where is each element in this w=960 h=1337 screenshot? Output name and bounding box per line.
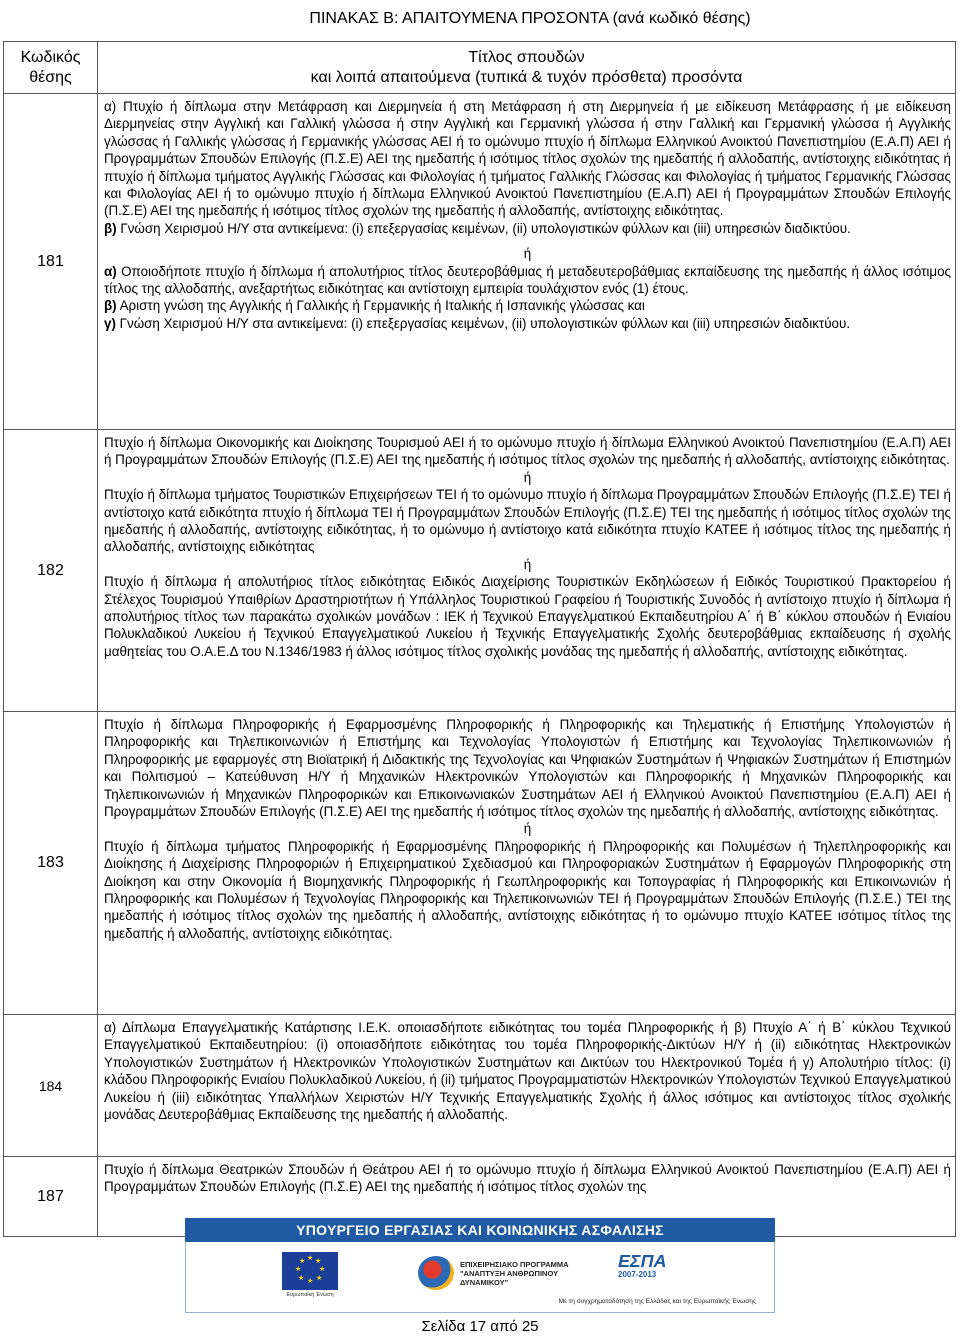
qualifications-cell bbox=[98, 430, 956, 712]
item-text: Γνώση Χειρισμού Η/Υ στα αντικείμενα: (i) επεξεργασίας κειμένων, (ii) υπολογιστικών φύλλων και (iii) υπηρεσιών διαδικτύου. bbox=[115, 315, 851, 331]
eu-flag-icon: ★ ★ ★ ★ ★ ★ ★ ★ bbox=[282, 1252, 338, 1290]
position-code: 181 bbox=[4, 94, 98, 430]
position-code: 182 bbox=[4, 430, 98, 712]
table-row bbox=[4, 1015, 956, 1157]
table-header-row bbox=[4, 42, 956, 94]
position-code: 183 bbox=[4, 712, 98, 1015]
qualifications-cell bbox=[98, 712, 956, 1015]
table-row bbox=[4, 712, 956, 1015]
qualification-item bbox=[104, 220, 951, 237]
qualification-paragraph: Πτυχίο ή δίπλωμα ή απολυτήριος τίτλος ειδικότητας Ειδικός Διαχείρισης Τουριστικών Εκδηλώσεων ή Ειδικός Τουριστικού Πρακτορείου ή Στέλεχος Τουρισμού Υπαιθρίων Δραστηριοτήτων ή Υπάλληλος Τουριστικού Γραφείου ή Τουριστικής Συνοδός ή αντίστοιχο πτυχίο ή δίπλωμα ή απολυτήριος τίτλος των παρακάτω σχολικών μονάδων : ΙΕΚ ή Τεχνικού Επαγγελματικού Εκπαιδευτηρίου Α΄ ή Β΄ κύκλου σπουδών ή Ενιαίου Πολυκλαδικού Λυκείου ή Τεχνικού Επαγγελματικού Λυκείου ή Τεχνικής Επαγγελματικής Σχολής δευτεροβάθμιας εκπαίδευσης ή σχολής μαθητείας του Ο.Α.Ε.Δ του Ν.1346/1983 ή άλλος ισότιμος τίτλος σχολικής μονάδας της ημεδαπής ή αλλοδαπής, αντίστοιχης ειδικότητας. bbox=[104, 574, 951, 659]
page-number: Σελίδα 17 από 25 bbox=[421, 1318, 539, 1335]
qualification-paragraph: α) Δίπλωμα Επαγγελματικής Κατάρτισης Ι.Ε.Κ. οποιασδήποτε ειδικότητας του τομέα Πληροφορικής ή β) Πτυχίο Α΄ ή Β΄ κύκλου Τεχνικού Επαγγελματικού Εκπαιδευτηρίου: (i) οποιασδήποτε ειδικότητας του τομέα Πληροφορικής-Δικτύων Η/Υ ή (ii) ειδικότητας Ηλεκτρονικών Υπολογιστικών Συστημάτων ή Ηλεκτρονικών Υπολογιστικών Συστημάτων και Δικτύων του Ηλεκτρονικού Τομέα ή γ) Απολυτήριο τίτλος: (i) κλάδου Πληροφορικής Ενιαίου Πολυκλαδικού Λυκείου, ή (ii) τμήματος Προγραμματιστών Ηλεκτρονικών Υπολογιστών Τεχνικού Επαγγελματικού Λυκείου ή (iii) ειδικότητας Υπαλλήλων Χειριστών Η/Υ Τεχνικής Επαγγελματικής Σχολής ή άλλος ισότιμος και αντίστοιχος τίτλος σχολικής μονάδας Δευτεροβάθμιας Εκπαίδευσης της ημεδαπής ή αλλοδαπής. bbox=[104, 1020, 951, 1123]
espa-logo bbox=[618, 1250, 682, 1300]
header-title-line2: και λοιπά απαιτούμενα (τυπικά & τυχόν πρόσθετα) προσόντα bbox=[310, 68, 743, 86]
footer-banner bbox=[185, 1218, 775, 1314]
header-title bbox=[98, 42, 956, 94]
item-marker: β) bbox=[104, 298, 117, 314]
qualification-item bbox=[104, 315, 951, 332]
header-code bbox=[4, 42, 98, 94]
item-text: Αριστη γνώση της Αγγλικής ή Γαλλικής ή Γερμανικής ή Ιταλικής ή Ισπανικής γλώσσας και bbox=[116, 298, 645, 314]
header-title-line1: Τίτλος σπουδών bbox=[468, 48, 585, 66]
item-text: Οποιοδήποτε πτυχίο ή δίπλωμα ή απολυτήριος τίτλος δευτεροβάθμιας ή μεταδευτεροβάθμιας εκπαίδευσης της ημεδαπής ή άλλος ισότιμος τίτλος της αλλοδαπής, ανεξαρτήτως ειδικότητας και αντίστοιχη εμπειρία τουλάχιστον ενός (1) έτους. bbox=[104, 263, 951, 297]
programme-logo-icon bbox=[418, 1256, 454, 1290]
position-code: 187 bbox=[4, 1157, 98, 1237]
requirements-table bbox=[3, 41, 956, 1237]
position-code: 184 bbox=[4, 1015, 98, 1157]
qualification-paragraph: Πτυχίο ή δίπλωμα τμήματος Πληροφορικής ή Εφαρμοσμένης Πληροφορικής ή Πληροφορικής και Πολυμέσων ή Τηλεπληροφορικής και Διοίκησης ή Διαχείρισης Πληροφοριών ή Επιχειρηματικού Σχεδιασμού και Πληροφοριακών Συστημάτων ή Εφαρμογών Πληροφορικής στη Διοίκηση και στην Οικονομία ή Βιομηχανικής Πληροφορικής ή Γεωπληροφορικής και Τοπογραφίας ή Πληροφορικής και Επικοινωνιών ή Πληροφορικής και Πολυμέσων ή Τεχνολογίας Πληροφορικής και Τηλεπικοινωνιών ΤΕΙ ή Προγραμμάτων Σπουδών Επιλογής (Π.Σ.Ε.) ΤΕΙ της ημεδαπής ή ισότιμος τίτλος σχολών της ημεδαπής ή αλλοδαπής, αντίστοιχης ειδικότητας ή το ομώνυμο πτυχίο ΚΑΤΕΕ ισότιμος τίτλος της ημεδαπής ή αλλοδαπής, αντίστοιχης ειδικότητας. bbox=[104, 838, 951, 941]
programme-line1: ΕΠΙΧΕΙΡΗΣΙΑΚΟ ΠΡΟΓΡΑΜΜΑ bbox=[460, 1260, 569, 1269]
alternative-separator: ή bbox=[523, 246, 532, 262]
alternative-separator: ή bbox=[523, 469, 532, 485]
item-marker: β) bbox=[104, 220, 117, 236]
item-marker: γ) bbox=[104, 315, 116, 331]
qualifications-cell bbox=[98, 94, 956, 430]
qualification-paragraph: Πτυχίο ή δίπλωμα Πληροφορικής ή Εφαρμοσμένης Πληροφορικής ή Πληροφορικής και Τηλεματικής ή Επιστήμης Υπολογιστών ή Πληροφορικής και Τηλεπικοινωνιών ή Επιστήμης και Τεχνολογίας Υπολογιστών ή Επιστήμης και Τεχνολογίας Τηλεπικοινωνιών ή Πληροφορικής με εφαρμογές στη Βιοϊατρική ή Διδακτικής της Τεχνολογίας και Ψηφιακών Συστημάτων ή Ψηφιακών Συστημάτων ή Επιστημών και Πολιτισμού – Κατεύθυνση Η/Υ ή Μηχανικών Ηλεκτρονικών Υπολογιστών και Πληροφορικής ή Μηχανικών Πληροφορικής και Τηλεπικοινωνιών ή Μηχανικών Πληροφορικών και Επικοινωνιακών Συστημάτων ΑΕΙ ή Ελληνικού Ανοικτού Πανεπιστημίου (Ε.Α.Π) ΑΕΙ ή Προγραμμάτων Σπουδών Επιλογής (Π.Σ.Ε) ΑΕΙ της ημεδαπής ή ισότιμος τίτλος σχολών της ημεδαπής ή αλλοδαπής, αντίστοιχης ειδικότητας. bbox=[104, 717, 951, 820]
espa-logo-text: ΕΣΠΑ bbox=[618, 1251, 667, 1271]
programme-line2: "ΑΝΑΠΤΥΞΗ ΑΝΘΡΩΠΙΝΟΥ ΔΥΝΑΜΙΚΟΥ" bbox=[460, 1269, 559, 1287]
header-code-line2: θέσης bbox=[29, 68, 72, 86]
document-title: ΠΙΝΑΚΑΣ Β: ΑΠΑΙΤΟΥΜΕΝΑ ΠΡΟΣΟΝΤΑ (ανά κωδικό θέσης) bbox=[309, 10, 751, 27]
table-row bbox=[4, 94, 956, 430]
qualification-paragraph: Πτυχίο ή δίπλωμα Οικονομικής και Διοίκησης Τουρισμού ΑΕΙ ή το ομώνυμο πτυχίο ή δίπλωμα Ελληνικού Ανοικτού Πανεπιστημίου (Ε.Α.Π) ΑΕΙ ή Προγραμμάτων Σπουδών Επιλογής (Π.Σ.Ε) ΑΕΙ της ημεδαπής ή ισότιμος τίτλος σχολών της ημεδαπής ή αλλοδαπής, αντίστοιχης ειδικότητας. bbox=[104, 435, 951, 468]
table-row bbox=[4, 430, 956, 712]
eu-caption: Ευρωπαϊκή Ένωση bbox=[286, 1292, 334, 1298]
header-code-line1: Κωδικός bbox=[20, 48, 81, 66]
item-marker: α) bbox=[104, 263, 117, 279]
item-text: Γνώση Χειρισμού Η/Υ στα αντικείμενα: (i) επεξεργασίας κειμένων, (ii) υπολογιστικών φύλλων και (iii) υπηρεσιών διαδικτύου. bbox=[116, 220, 851, 236]
programme-name bbox=[460, 1260, 590, 1287]
qualification-paragraph: Πτυχίο ή δίπλωμα τμήματος Τουριστικών Επιχειρήσεων ΤΕΙ ή το ομώνυμο πτυχίο ή δίπλωμα Προγραμμάτων Σπουδών Επιλογής (Π.Σ.Ε) ΤΕΙ ή αντίστοιχο κατά ειδικότητα πτυχίο ή δίπλωμα ΤΕΙ ή Προγραμμάτων Σπουδών Επιλογής (Π.Σ.Ε) ΤΕΙ της ημεδαπής ή ισότιμος τίτλος σχολών της ημεδαπής ή αλλοδαπής, αντίστοιχης ειδικότητας, ή το ομώνυμο ή αντίστοιχο κατά ειδικότητα πτυχίο ΚΑΤΕΕ ή ισότιμος τίτλος της ημεδαπής ή αλλοδαπής, αντίστοιχης ειδικότητας bbox=[104, 487, 951, 555]
logo-strip bbox=[185, 1242, 775, 1313]
spacer bbox=[104, 237, 951, 245]
ministry-banner-title: ΥΠΟΥΡΓΕΙΟ ΕΡΓΑΣΙΑΣ ΚΑΙ ΚΟΙΝΩΝΙΚΗΣ ΑΣΦΑΛΙΣΗΣ bbox=[185, 1218, 775, 1242]
qualification-paragraph: Πτυχίο ή δίπλωμα Θεατρικών Σπουδών ή Θεάτρου ΑΕΙ ή το ομώνυμο πτυχίο ή δίπλωμα Ελληνικού Ανοικτού Πανεπιστημίου (Ε.Α.Π) ΑΕΙ ή Προγραμμάτων Σπουδών Επιλογής (Π.Σ.Ε) ΑΕΙ της ημεδαπής ή ισότιμος τίτλος σχολών της bbox=[104, 1162, 951, 1195]
table-body bbox=[4, 94, 956, 1237]
qualification-item bbox=[104, 263, 951, 298]
alternative-separator: ή bbox=[523, 556, 532, 572]
qualification-item bbox=[104, 297, 951, 314]
alternative-separator: ή bbox=[523, 821, 532, 837]
qualifications-cell bbox=[98, 1015, 956, 1157]
qualification-paragraph: α) Πτυχίο ή δίπλωμα στην Μετάφραση και Διερμηνεία ή στη Μετάφραση ή στη Διερμηνεία ή με ειδίκευση Μετάφρασης ή με ειδίκευση Διερμηνείας στην Αγγλική και Γαλλική γλώσσα ή στην Αγγλική και Γερμανική γλώσσα ή στην Γαλλική και Γερμανική γλώσσα ή Αγγλικής γλώσσας ή Γαλλικής γλώσσας ή Γερμανικής γλώσσας ΑΕΙ ή το ομώνυμο πτυχίο ή δίπλωμα Ελληνικού Ανοικτού Πανεπιστημίου (Ε.Α.Π) ΑΕΙ ή Προγραμμάτων Σπουδών Επιλογής (Π.Σ.Ε) ΑΕΙ της ημεδαπής ή ισότιμος τίτλος σχολών της ημεδαπής ή αλλοδαπής, αντίστοιχης ειδικότητας ή πτυχίο ή δίπλωμα τμήματος Αγγλικής Γλώσσας και Φιλολογίας ή τμήματος Γαλλικής Γλώσσας και Φιλολογίας ή τμήματος Γερμανικής Γλώσσας και Φιλολογίας ΑΕΙ ή το ομώνυμο πτυχίο ή δίπλωμα Ελληνικού Ανοικτού Πανεπιστημίου (Ε.Α.Π) ΑΕΙ ή Προγραμμάτων Σπουδών Επιλογής (Π.Σ.Ε) ΑΕΙ της ημεδαπής ή ισότιμος τίτλος σχολών της ημεδαπής ή αλλοδαπής, αντίστοιχης ειδικότητας. bbox=[104, 99, 951, 219]
cofunding-caption: Με τη συγχρηματοδότηση της Ελλάδας και της Ευρωπαϊκής Ένωσης bbox=[558, 1298, 756, 1305]
espa-years: 2007-2013 bbox=[618, 1270, 657, 1279]
